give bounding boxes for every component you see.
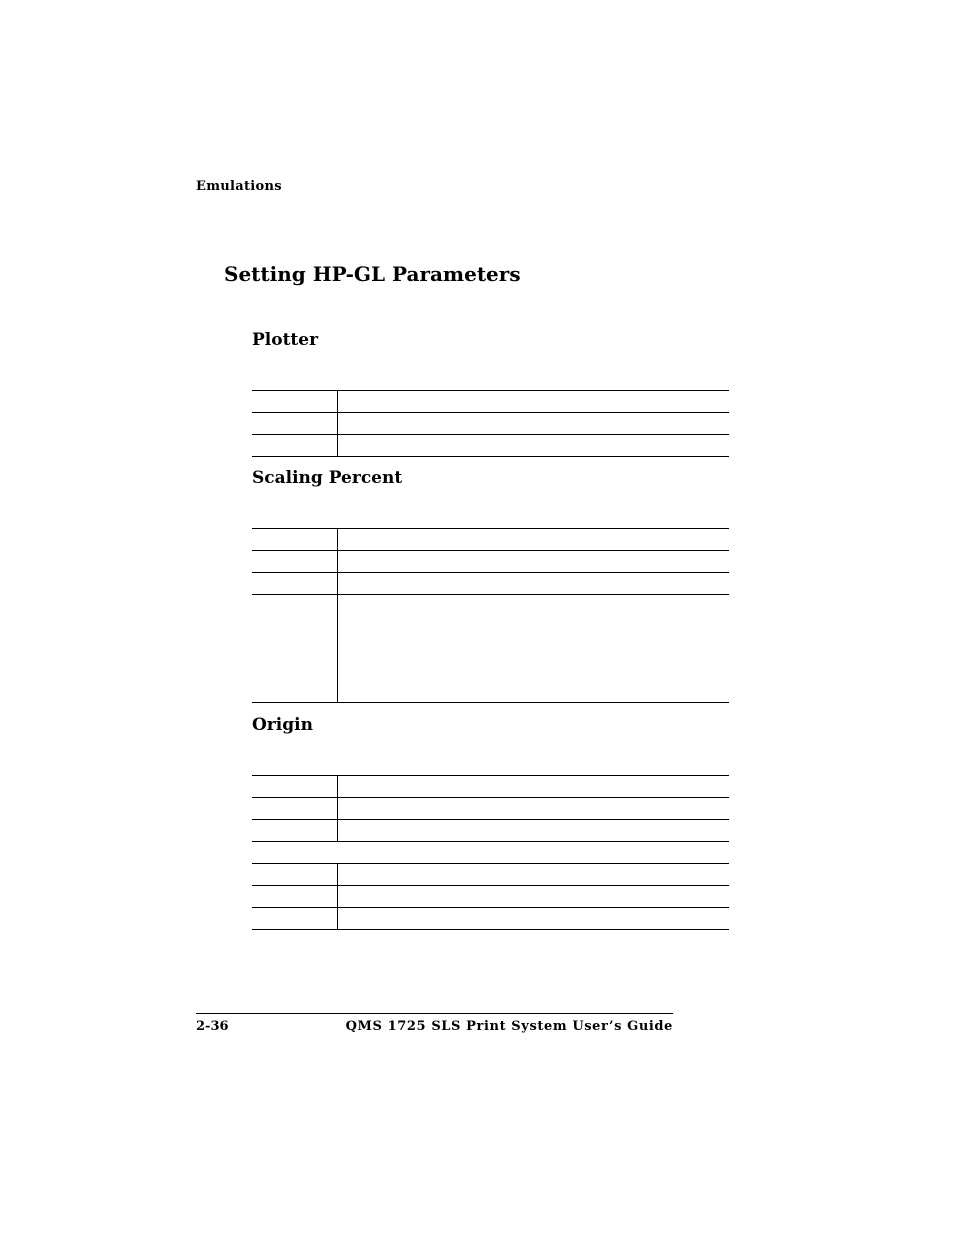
scaling-percent-table [252, 528, 729, 703]
running-head: Emulations [196, 179, 282, 194]
page-number: 2-36 [196, 1019, 229, 1034]
table-cell [338, 776, 730, 798]
table-cell [252, 864, 338, 886]
table-cell [338, 908, 730, 930]
section-title: Setting HP-GL Parameters [224, 262, 521, 286]
table-cell [338, 413, 730, 435]
table-row [252, 573, 729, 595]
plotter-table [252, 390, 729, 457]
table-cell [252, 573, 338, 595]
table-cell [338, 886, 730, 908]
guide-title: QMS 1725 SLS Print System User’s Guide [345, 1019, 673, 1034]
table-row [252, 413, 729, 435]
table-row [252, 886, 729, 908]
table-cell [338, 551, 730, 573]
table-cell [338, 820, 730, 842]
table-cell [252, 413, 338, 435]
table-cell [338, 798, 730, 820]
table-cell [252, 886, 338, 908]
table-row [252, 776, 729, 798]
table-cell [252, 842, 338, 864]
table-cell [252, 776, 338, 798]
table-cell [338, 529, 730, 551]
table-cell [252, 908, 338, 930]
table-row [252, 595, 729, 703]
table-cell [338, 435, 730, 457]
table-row [252, 551, 729, 573]
table-cell [252, 820, 338, 842]
table-cell [252, 529, 338, 551]
table-cell [252, 551, 338, 573]
table-cell [338, 595, 730, 703]
table-cell [338, 864, 730, 886]
table-cell [338, 842, 730, 864]
table-cell [252, 391, 338, 413]
footer-rule [196, 1013, 673, 1014]
table-row [252, 798, 729, 820]
subsection-title-scaling-percent: Scaling Percent [252, 468, 403, 488]
table-row [252, 842, 729, 864]
origin-table [252, 775, 729, 930]
table-row [252, 864, 729, 886]
table-cell [338, 573, 730, 595]
table-row [252, 908, 729, 930]
table-row [252, 529, 729, 551]
table-row [252, 820, 729, 842]
table-cell [338, 391, 730, 413]
subsection-title-origin: Origin [252, 715, 313, 735]
table-cell [252, 595, 338, 703]
table-cell [252, 435, 338, 457]
table-row [252, 435, 729, 457]
table-row [252, 391, 729, 413]
table-cell [252, 798, 338, 820]
subsection-title-plotter: Plotter [252, 330, 319, 350]
